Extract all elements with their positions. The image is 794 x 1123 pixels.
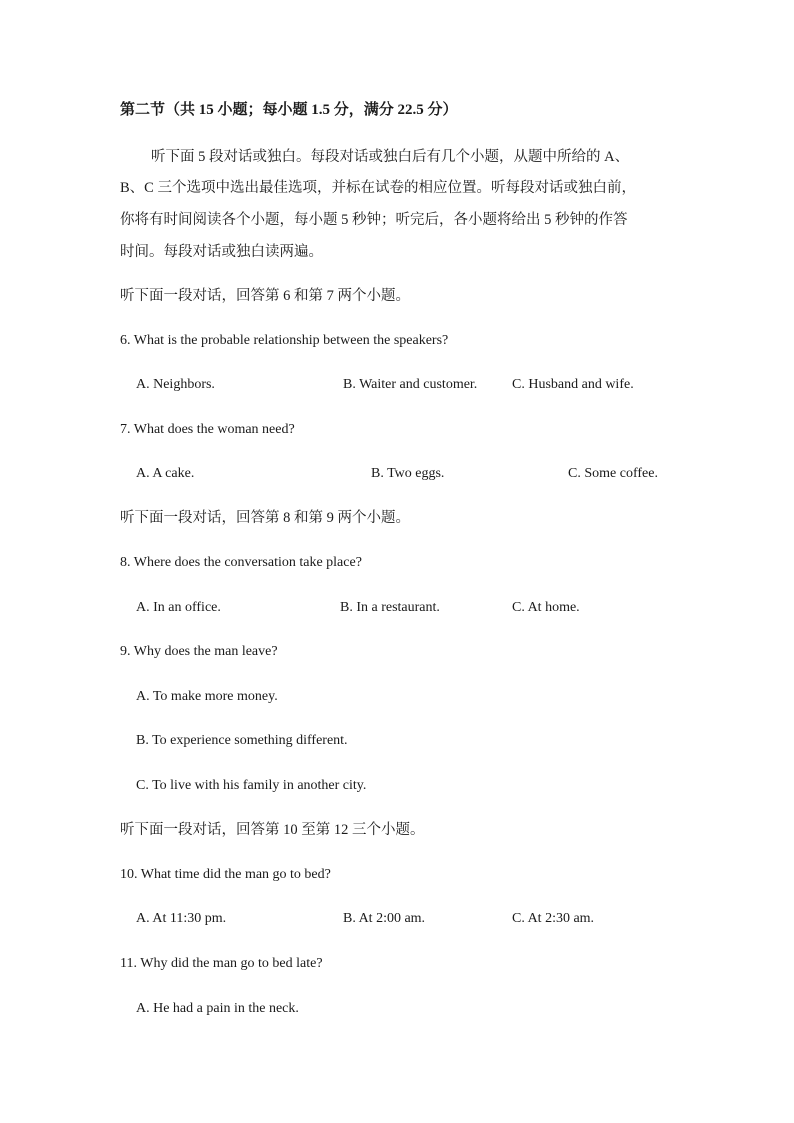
instructions-line-4: 时间。每段对话或独白读两遍。 [120,244,323,260]
question-6-option-a: A. Neighbors. [136,377,215,392]
question-9-option-c: C. To live with his family in another city. [136,778,367,793]
question-9-option-a: A. To make more money. [136,689,278,704]
question-6-option-b: B. Waiter and customer. [343,377,478,392]
section-title: 第二节（共 15 小题；每小题 1.5 分，满分 22.5 分） [120,102,458,118]
question-11-stem: 11. Why did the man go to bed late? [120,956,323,971]
question-7-stem: 7. What does the woman need? [120,422,295,437]
question-8-option-b: B. In a restaurant. [340,600,440,615]
question-9-option-b: B. To experience something different. [136,733,348,748]
question-11-option-a: A. He had a pain in the neck. [136,1001,299,1016]
group-heading-3: 听下面一段对话，回答第 10 至第 12 三个小题。 [120,822,425,838]
question-8-option-a: A. In an office. [136,600,221,615]
question-10-stem: 10. What time did the man go to bed? [120,867,331,882]
group-heading-2: 听下面一段对话，回答第 8 和第 9 两个小题。 [120,510,410,526]
group-heading-1: 听下面一段对话，回答第 6 和第 7 两个小题。 [120,288,410,304]
question-6-option-c: C. Husband and wife. [512,377,634,392]
instructions-line-1: 听下面 5 段对话或独白。每段对话或独白后有几个小题，从题中所给的 A、 [151,149,630,165]
instructions-line-3: 你将有时间阅读各个小题，每小题 5 秒钟；听完后，各小题将给出 5 秒钟的作答 [120,212,628,228]
question-10-option-a: A. At 11:30 pm. [136,911,227,926]
question-10-option-c: C. At 2:30 am. [512,911,595,926]
question-6-stem: 6. What is the probable relationship between the speakers? [120,333,449,348]
question-7-option-a: A. A cake. [136,466,195,481]
question-9-stem: 9. Why does the man leave? [120,644,278,659]
question-8-option-c: C. At home. [512,600,580,615]
question-7-option-c: C. Some coffee. [568,466,658,481]
question-7-option-b: B. Two eggs. [371,466,445,481]
question-10-option-b: B. At 2:00 am. [343,911,426,926]
instructions-line-2: B、C 三个选项中选出最佳选项，并标在试卷的相应位置。听每段对话或独白前， [120,180,636,196]
question-8-stem: 8. Where does the conversation take place? [120,555,362,570]
